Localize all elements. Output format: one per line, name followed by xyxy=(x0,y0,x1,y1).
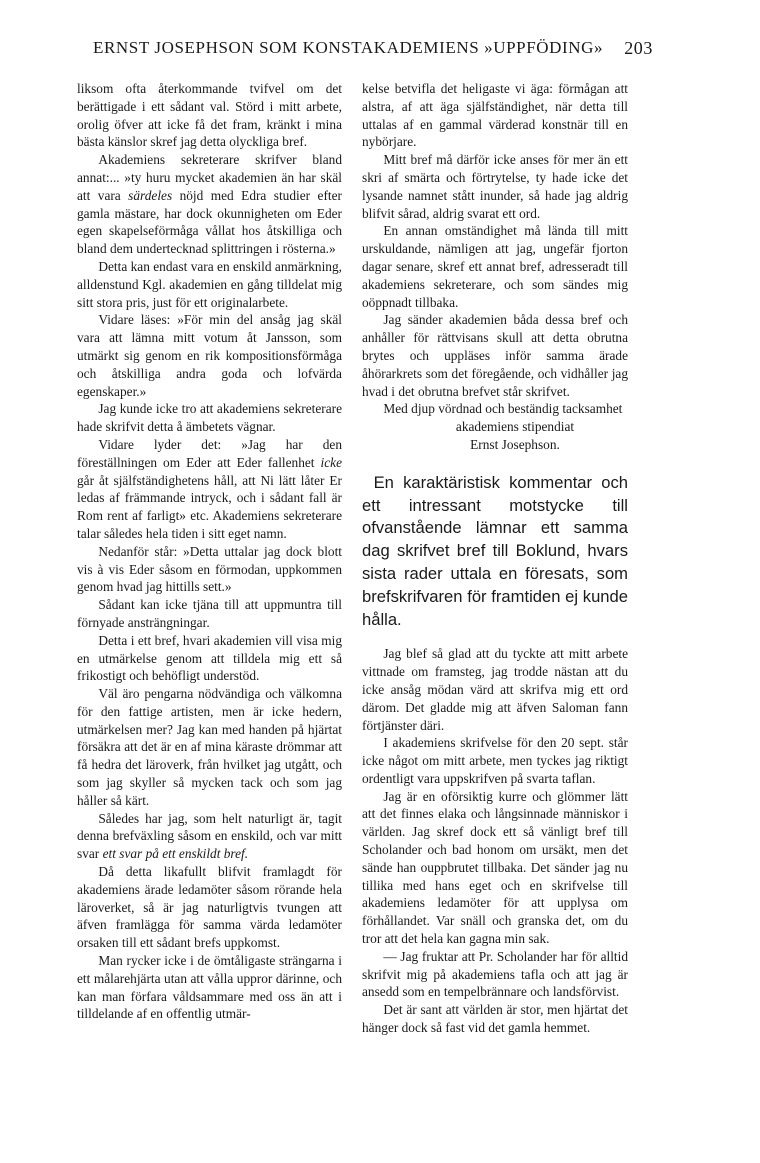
paragraph: Mitt bref må därför icke anses för mer än ett skri af smärta och förtrytelse, ty hade icke det lysande namnet stått inunder, så hade jag aldrig blifvit sårad, aldrig svarat ett ord. xyxy=(362,152,628,221)
paragraph: Jag är en oförsiktig kurre och glömmer lätt att det finnes elaka och långsinnade människor i världen. Jag skref dock ett så vänligt bref till Scholander och bad honom om ursäkt, men det sände han ouppbrutet tillbaka. Det sänder jag nu tillika med hans eget och en skrifvelse till akademiens ledamöter för att upplysa om förhållandet. Var snäll och granska det, om du tror att det hela kan gagna min sak. xyxy=(362,788,628,947)
emphasis: icke xyxy=(320,454,342,470)
paragraph: Jag kunde icke tro att akademiens sekreterare hade skrifvit detta å ämbetets vägnar. xyxy=(77,401,342,435)
paragraph: — Jag fruktar att Pr. Scholander har för alltid skrifvit mig på akademiens tafla och att jag är ansedd som en tempelbrännare och landsförvist. xyxy=(362,948,628,1000)
paragraph: Det är sant att världen är stor, men hjärtat det hänger dock så fast vid det gamla hemmet. xyxy=(362,1002,628,1036)
left-column xyxy=(77,80,342,1023)
closing-line: Med djup vördnad och beständig tacksamhet xyxy=(383,401,623,417)
paragraph: kelse betvifla det heligaste vi äga: förmågan att alstra, af att äga själfständighet, när detta till uttalas af en gammal värderad konstnär till en nybörjare. xyxy=(362,81,628,150)
page-number: 203 xyxy=(624,38,653,58)
paragraph: Vidare lyder det: »Jag har den föreställningen om Eder att Eder fallenhet icke går åt själfständighetens håll, att Ni lätt låter Er ledas af främmande intryck, och i sådant fall är Rom rent af farligt» etc. Akademiens sekreterare talar således hela tiden i sitt eget namn. xyxy=(77,436,342,541)
emphasis: ett svar på ett enskildt bref. xyxy=(102,846,249,862)
running-title: ERNST JOSEPHSON SOM KONSTAKADEMIENS »UPPFÖDING» xyxy=(93,38,604,57)
signature-name: Ernst Josephson. xyxy=(470,436,560,452)
editorial-commentary: En karaktäristisk kommentar och ett intressant motstycke till ofvanstående lämnar ett samma dag skrifvet bref till Boklund, hvars sista rader uttala en föresats, som brefskrifvaren för framtiden ej kunde hålla. xyxy=(362,472,628,629)
signature xyxy=(362,418,628,454)
signature-title: akademiens stipendiat xyxy=(455,419,575,435)
paragraph: Då detta likafullt blifvit framlagdt för akademiens ärade ledamöter såsom rörande hela läroverket, så är jag naturligtvis tvungen att äfven framlägga för samma värda ledamöter orsaken till ett sådant brefs uppkomst. xyxy=(77,864,342,951)
paragraph: liksom ofta återkommande tvifvel om det berättigade i ett sådant val. Störd i mitt arbete, orolig öfver att icke få det fram, kränkt i mina bästa känslor skref jag detta olyckliga bref. xyxy=(77,81,342,150)
paragraph: Vidare läses: »För min del ansåg jag skäl vara att lämna mitt votum åt Jansson, som utmärkt sig genom en rik kompositionsförmåga och åtskilliga andra goda och lofvärda egenskaper.» xyxy=(77,312,342,399)
paragraph: Väl äro pengarna nödvändiga och välkomna för den fattige artisten, men är icke hedern, utmärkelsen mer? Jag kan med handen på hjärtat försäkra att det är en af mina käraste drömmar att få hedra det läroverk, från hvilket jag utgått, och som jag skyller så mycken tack och som jag håller så kärt. xyxy=(77,686,342,808)
paragraph: Akademiens sekreterare skrifver bland annat:... »ty huru mycket akademien än har skäl att vara särdeles nöjd med Edra studier efter gamla mästare, har dock okunnigheten om Eder egen skapelseförmåga vållat hos åtskilliga och bland dem undertecknad splittringen i rösterna.» xyxy=(77,152,342,257)
paragraph: Således har jag, som helt naturligt är, tagit denna brefväxling såsom en enskild, och var mitt svar ett svar på ett enskildt bref. xyxy=(77,810,342,862)
paragraph: Detta i ett bref, hvari akademien vill visa mig en utmärkelse genom att tilldela mig ett så frikostigt och behöfligt understöd. xyxy=(77,632,342,684)
right-column xyxy=(362,80,628,1037)
paragraph: Jag blef så glad att du tyckte att mitt arbete vittnade om framsteg, jag trodde nästan att du icke ansåg mödan värd att skrifva mig ett ord därom. Det gladde mig att äfven Saloman fann förtjänster däri. xyxy=(362,646,628,733)
emphasis: särdeles xyxy=(128,187,173,203)
paragraph: Detta kan endast vara en enskild anmärkning, alldenstund Kgl. akademien en gång tilldelat mig sitt stora pris, just för ett originalarbete. xyxy=(77,258,342,310)
paragraph: Sådant kan icke tjäna till att uppmuntra till förnyade ansträngningar. xyxy=(77,597,342,630)
paragraph: En annan omständighet må lända till mitt urskuldande, nämligen att jag, ungefär fjorton dagar senare, skref ett annat bref, adresseradt till akademiens sekreterare, och som sändes mig oöppnadt tillbaka. xyxy=(362,223,628,310)
paragraph: Man rycker icke i de ömtåligaste strängarna i ett målarehjärta utan att vålla uppror därinne, och kan man förfara våldsammare med oss än att i tilldelande af en offentlig utmär- xyxy=(77,953,342,1022)
paragraph: Nedanför står: »Detta uttalar jag dock blott vis à vis Eder såsom en förmodan, uppkommen genom hvad jag hittills sett.» xyxy=(77,543,342,595)
paragraph: Jag sänder akademien båda dessa bref och anhåller för rättvisans skull att detta obrutna brytes och uppläses inför samma ärade åhörarkrets som det föregående, och vidhåller jag hvad i det obrutna brefvet står skrifvet. xyxy=(362,312,628,399)
paragraph: I akademiens skrifvelse för den 20 sept. står icke något om mitt arbete, men tyckes jag riktigt ordentligt vara uppskrifven på svarta taflan. xyxy=(362,735,628,786)
